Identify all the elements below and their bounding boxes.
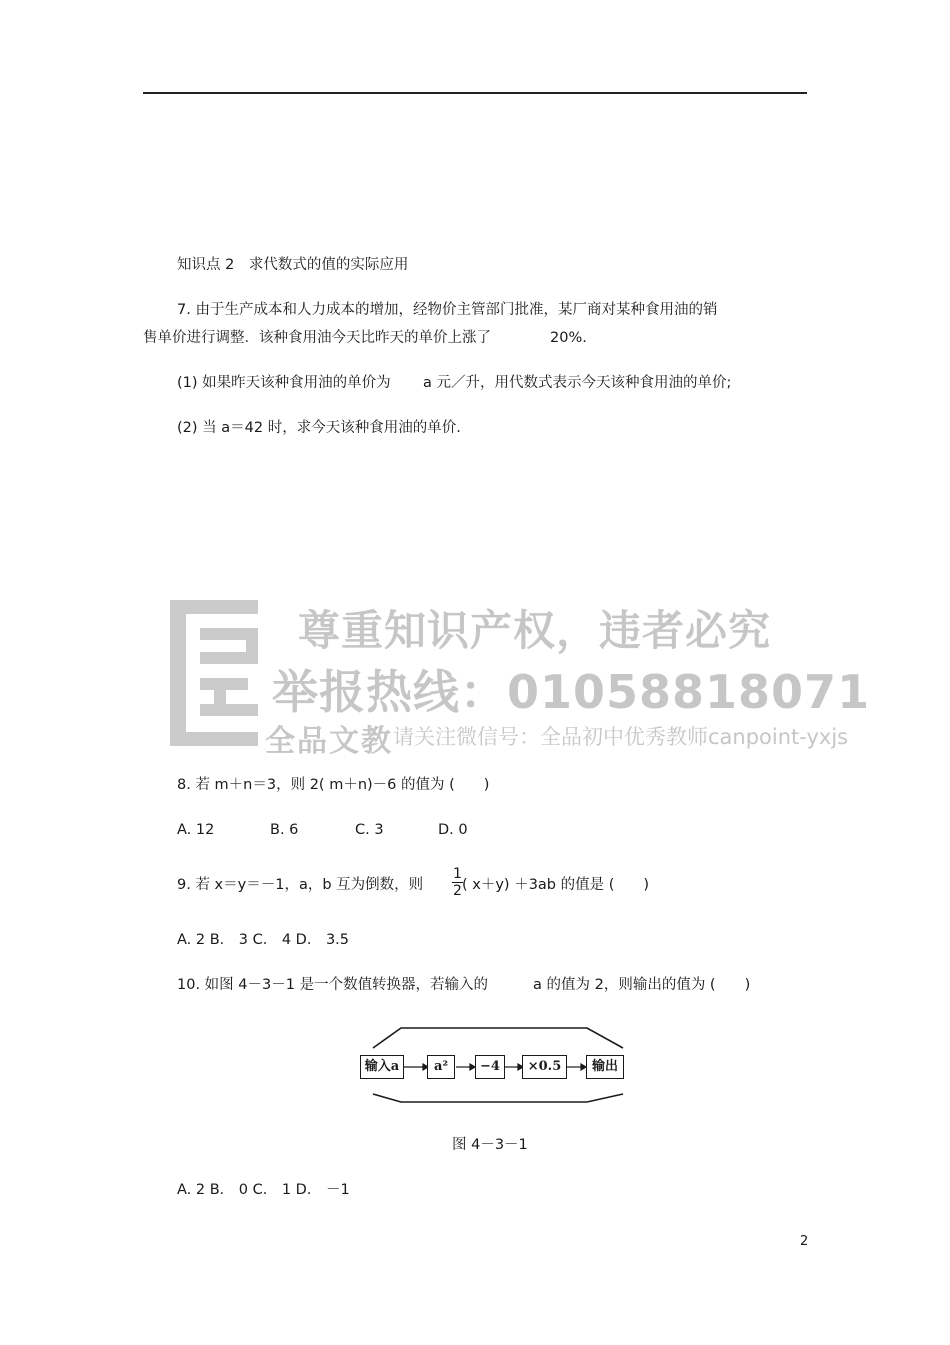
fraction-numerator: 1	[453, 866, 462, 882]
q8-option-a: A. 12	[177, 822, 215, 838]
header-rule	[143, 92, 807, 94]
square-box: a²	[427, 1055, 455, 1079]
diagram-bottom-loop	[373, 1094, 623, 1102]
section-title: 知识点 2 求代数式的值的实际应用	[177, 257, 409, 273]
watermark-logo-icon	[170, 600, 260, 746]
q8-question: 8. 若 m＋n＝3，则 2( m＋n)－6 的值为 ( )	[177, 777, 490, 793]
q10-question-b: a 的值为 2，则输出的值为 ( )	[533, 977, 751, 993]
q7-part2: (2) 当 a＝42 时，求今天该种食用油的单价.	[177, 420, 461, 436]
q9-prefix: 9. 若 x＝y＝－1，a，b 互为倒数，则	[177, 877, 424, 893]
figure-caption: 图 4－3－1	[452, 1137, 528, 1153]
q7-percent: 20%.	[550, 330, 587, 346]
page-number: 2	[800, 1234, 809, 1249]
output-box: 输出	[586, 1055, 624, 1079]
q10-options: A. 2 B． 0 C． 1 D． －1	[177, 1182, 350, 1198]
q10-question-a: 10. 如图 4－3－1 是一个数值转换器，若输入的	[177, 977, 489, 993]
q8-option-c: C. 3	[355, 822, 384, 838]
q8-option-b: B. 6	[270, 822, 299, 838]
watermark-wechat: 请关注微信号：全品初中优秀教师canpoint-yxjs	[393, 725, 849, 749]
times-half-box: ×0.5	[522, 1055, 567, 1079]
q9-options: A. 2 B． 3 C． 4 D． 3.5	[177, 932, 350, 948]
minus-four-box: −4	[475, 1055, 505, 1079]
q7-part1-a: (1) 如果昨天该种食用油的单价为	[177, 375, 391, 391]
q7-line2: 售单价进行调整．该种食用油今天比昨天的单价上涨了	[143, 330, 491, 346]
q8-option-d: D. 0	[438, 822, 468, 838]
watermark-brand: 全品文教	[265, 724, 393, 759]
q9-suffix: ( x＋y) ＋3ab 的值是 ( )	[462, 877, 650, 893]
q7-line1: 7. 由于生产成本和人力成本的增加，经物价主管部门批准，某厂商对某种食用油的销	[177, 302, 718, 318]
input-box: 输入a	[360, 1055, 404, 1079]
watermark-line1: 尊重知识产权，违者必究	[298, 606, 772, 655]
diagram-top-loop	[373, 1028, 623, 1048]
watermark-line2: 举报热线：01058818071	[272, 665, 871, 719]
fraction-denominator: 2	[453, 883, 462, 899]
q7-part1-b: a 元／升，用代数式表示今天该种食用油的单价;	[423, 375, 732, 391]
